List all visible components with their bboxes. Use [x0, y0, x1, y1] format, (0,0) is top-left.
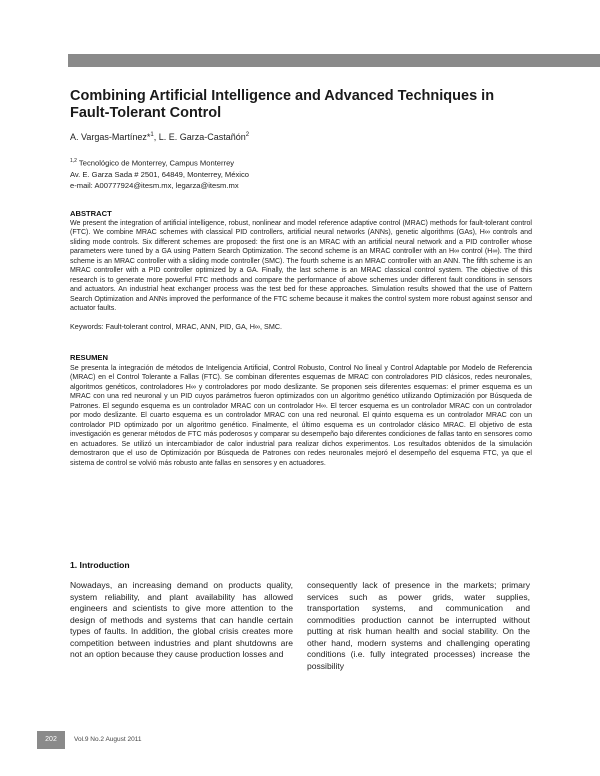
affiliation: [70, 156, 249, 191]
affiliation-address: Av. E. Garza Sada # 2501, 64849, Monterrey, México: [70, 169, 249, 179]
author-name: A. Vargas-Martínez*: [70, 132, 151, 142]
resumen-text: Se presenta la integración de métodos de Inteligencia Artificial, Control Robusto, Control No lineal y Control Adaptable por Modelo de Referencia (MRAC) en el Control Tolerante a Fallas (FTC). Se combinan diferentes esquemas de MRAC con controladores PID clásicos, redes neuronales, algoritmos genéticos, controladores H∞ y controladores por modo deslizante. Se proponen seis diferentes esquemas: el primer esquema es un MRAC con una red neuronal y un PID cuyos parámetros fueron optimizados con un algoritmo genético utilizando Optimización por Búsqueda de Patrones. El segundo esquema es un controlador MRAC con un controlador H∞. El tercer esquema es un controlador MRAC con un controlador por modo deslizante. El cuarto esquema es un controlador MRAC con una red neuronal. El quinto esquema es un controlador MRAC con un controlador PID optimizado por un algoritmo genético. Finalmente, el último esquema es un controlador clásico MRAC. El objetivo de esta investigación es generar métodos de FTC más poderosos y comparar su desempeño bajo diferentes condiciones de fallas tanto en sensores como en actuadores. Se utilizó un intercambiador de calor industrial para realizar dichos experimentos. Los resultados obtenidos de la simulación demostraron que el uso de Optimización por Búsqueda de Patrones con redes neuronales mejoró el desempeño del esquema FTC, ya que el sistema de control se volvió más robusto ante fallas en sensores y en actuadores.: [70, 365, 532, 467]
affiliation-institution: [70, 156, 249, 169]
author-superscript: 2: [245, 132, 250, 138]
affiliation-institution-text: Tecnológico de Monterrey, Campus Monterrey: [76, 158, 235, 168]
author-separator: ,: [153, 132, 159, 142]
abstract-text: We present the integration of artificial intelligence, robust, nonlinear and model reference adaptive control (MRAC) methods for fault-tolerant control (FTC). We combine MRAC schemes with classical PID controllers, artificial neural networks (ANNs), genetic algorithms (GAs), H∞ controls and sliding mode controls. Six different schemes are proposed: the first one is an MRAC with an artificial neural network and a PID controller whose parameters were tuned by a GA using Pattern Search Optimization. The second scheme is an MRAC controller with an H∞ control (H∞). The third scheme is an MRAC controller with a sliding mode controller (SMC). The fourth scheme is an MRAC controller with an ANN. The fifth scheme is an MRAC controller with a PID controller optimized by a GA. Finally, the last scheme is an MRAC classical control system. The objective of this research is to generate more powerful FTC methods and compare the performance of above schemes under different fault conditions in sensors and actuators. An industrial heat exchanger process was the test bed for these approaches. Simulation results showed that the use of Pattern Search Optimization and ANNs improved the performance of the FTC scheme because it makes the control system more robust against sensor and actuator faults.: [70, 220, 532, 313]
journal-issue: Vol.9 No.2 August 2011: [74, 736, 142, 743]
abstract-heading: ABSTRACT: [70, 209, 112, 218]
introduction-column-right: consequently lack of presence in the markets; primary services such as power grids, water supplies, transportation systems, and communication and commodities production cannot be interrupted without putting at risk human health and social stability. On the other hand, modern systems and challenging operating conditions (i.e. fully integrated processes) increase the possibility: [307, 580, 530, 671]
resumen-heading: RESUMEN: [70, 353, 108, 362]
affiliation-superscript: 1,2: [70, 158, 77, 164]
author-name: L. E. Garza-Castañón: [158, 132, 246, 142]
author-line: [70, 132, 249, 142]
introduction-heading: 1. Introduction: [70, 560, 130, 570]
introduction-column-left: Nowadays, an increasing demand on products quality, system reliability, and plant availability has allowed engineers and scientists to give more attention to the design of methods and systems that can handle certain types of faults. In addition, the global crisis creates more competition between industries and plant shutdowns are not an option because they cause production losses and: [70, 580, 293, 659]
paper-title: Combining Artificial Intelligence and Advanced Techniques in Fault-Tolerant Control: [70, 88, 495, 121]
keywords: Keywords: Fault-tolerant control, MRAC, ANN, PID, GA, H∞, SMC.: [70, 322, 283, 331]
header-bar: [68, 54, 600, 67]
author-superscript: 1: [150, 132, 154, 138]
affiliation-email: e-mail: A00777924@itesm.mx, legarza@itesm.mx: [70, 180, 239, 190]
page-number: 202: [37, 731, 65, 749]
